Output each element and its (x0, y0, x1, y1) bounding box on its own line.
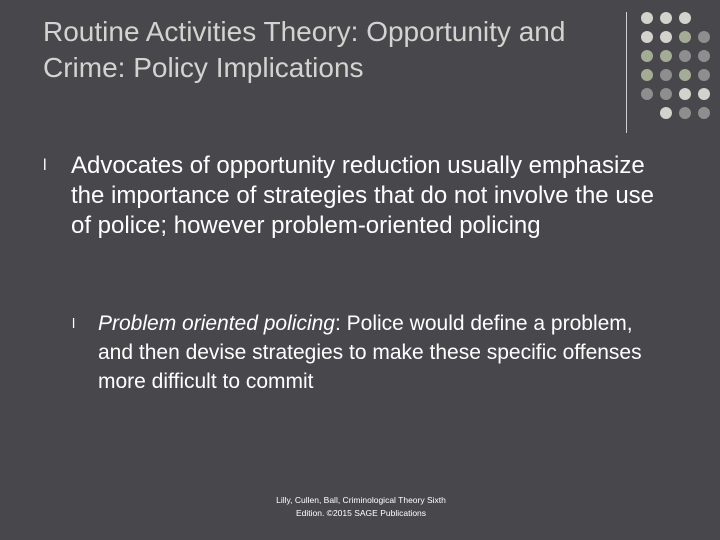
decor-dot (698, 69, 710, 81)
citation-footer (250, 494, 472, 520)
bullet-marker: l (72, 315, 76, 331)
bullet-1-text: Advocates of opportunity reduction usually emphasize the importance of strategies that do not involve the use of police; however problem-oriented policing (71, 152, 655, 239)
title-divider-line (626, 12, 627, 133)
decor-dot (660, 50, 672, 62)
footer-line-1: Lilly, Cullen, Ball, Criminological Theory Sixth (276, 495, 446, 505)
decor-dot (660, 107, 672, 119)
decor-dot (641, 69, 653, 81)
footer-line-2: Edition. ©2015 SAGE Publications (295, 508, 427, 518)
decor-dot (679, 107, 691, 119)
decor-dot (660, 69, 672, 81)
decor-dot (641, 31, 653, 43)
decor-dot (660, 31, 672, 43)
decor-dot (679, 12, 691, 24)
decor-dot (641, 50, 653, 62)
decor-dot (698, 31, 710, 43)
decor-dot (698, 88, 710, 100)
bullet-marker: l (43, 157, 47, 174)
decor-dot (660, 12, 672, 24)
decor-dot (698, 107, 710, 119)
decor-dot (679, 69, 691, 81)
slide-title: Routine Activities Theory: Opportunity and Crime: Policy Implications (43, 16, 566, 83)
bullet-2-definition: : Police would define a problem, and then devise strategies to make these specific offenses more difficult to commit (98, 312, 642, 393)
decor-dot (679, 88, 691, 100)
decor-dot (641, 88, 653, 100)
decor-dot (679, 50, 691, 62)
decor-dot (698, 50, 710, 62)
decor-dot (679, 31, 691, 43)
bullet-2-text (98, 309, 658, 396)
bullet-2-term: Problem oriented policing (98, 312, 335, 335)
decor-dot (660, 88, 672, 100)
decor-dot (641, 12, 653, 24)
